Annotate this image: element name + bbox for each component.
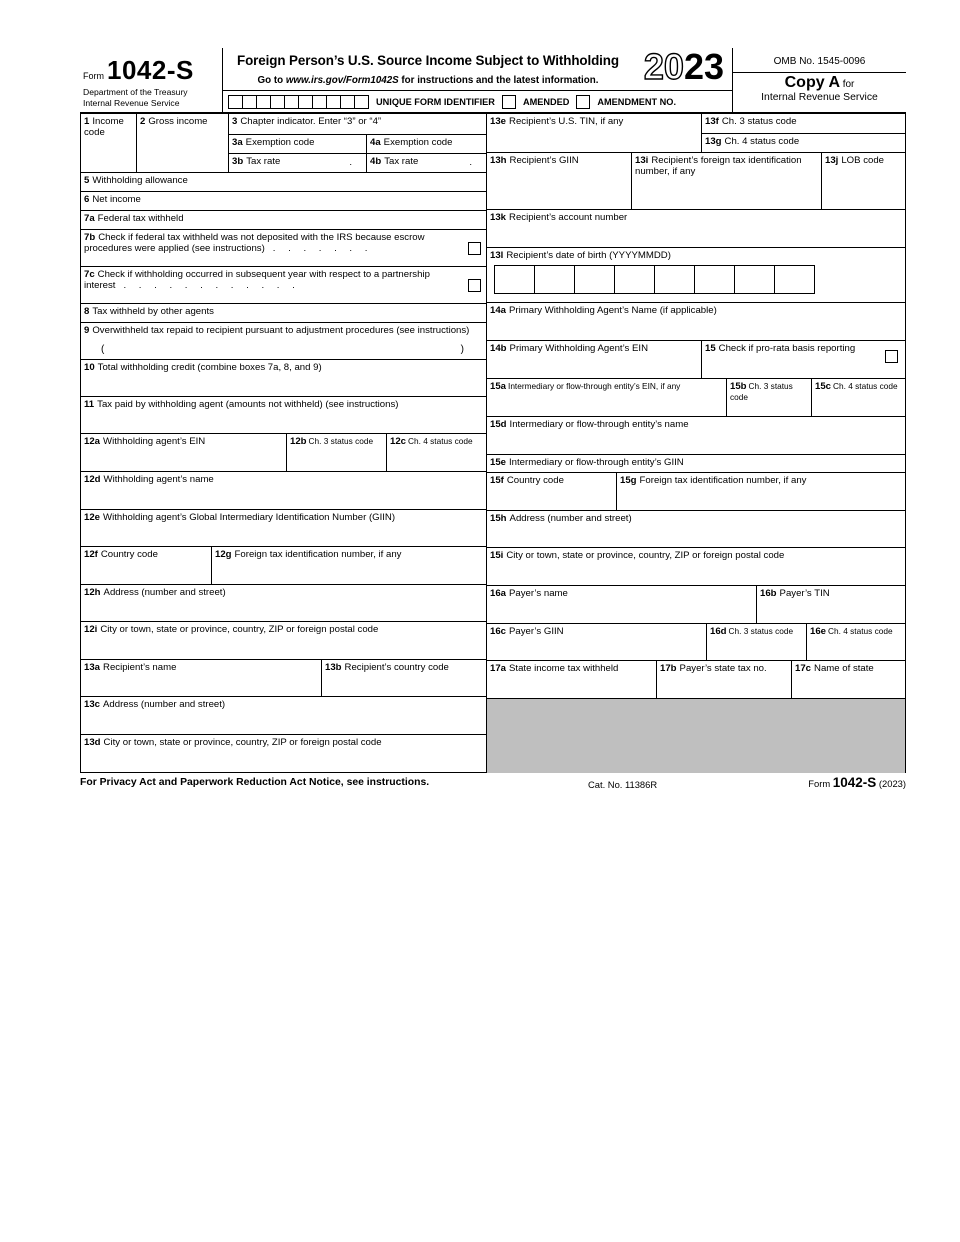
box-number: 14a [490,305,507,316]
box-number: 3b [232,156,244,167]
box-12g-foreign-tax-id [211,546,486,584]
box-label: Tax rate [384,156,419,167]
box-3b-tax-rate [228,153,366,172]
box-14b-primary-agent-ein [486,340,701,378]
box-number: 17b [660,663,677,674]
box-label: Name of state [814,663,874,674]
shaded-unused-area [486,698,905,773]
identifier-digit-box[interactable] [298,95,313,109]
box-13l-date-of-birth [486,247,905,302]
box-12h-address [81,584,486,621]
box-label: Intermediary or flow-through entity’s name [509,419,689,430]
dob-digit-box[interactable] [694,265,735,294]
box-16b-payer-tin [756,585,905,623]
box-number: 13i [635,155,649,166]
box-13d-recipient-city-state-zip [81,734,486,773]
checkbox-7c-partnership-interest[interactable] [468,279,481,292]
box-number: 15f [490,475,504,486]
box-label: Recipient’s date of birth (YYYYMMDD) [506,250,671,261]
box-number: 16e [810,626,827,637]
box-label: Withholding allowance [92,175,188,186]
box-number: 13a [84,662,101,673]
box-label: Address (number and street) [103,587,226,598]
box-label: Address (number and street) [509,513,632,524]
box-12c-ch4-status-code [386,433,486,471]
box-label: Check if pro-rata basis reporting [718,343,856,354]
department-line-1: Department of the Treasury [83,87,188,97]
box-15e-intermediary-giin [486,454,905,472]
box-label: Ch. 4 status code [724,136,800,147]
box-label: Ch. 3 status code [728,626,794,636]
year-solid-digits: 23 [683,46,724,87]
date-of-birth-boxes [494,265,902,294]
unique-form-identifier-label: UNIQUE FORM IDENTIFIER [376,96,495,107]
identifier-digit-box[interactable] [270,95,285,109]
box-number: 17a [490,663,507,674]
box-label: Foreign tax identification number, if any [234,549,402,560]
box-label: Gross income [148,116,208,127]
identifier-digit-box[interactable] [256,95,271,109]
box-15g-foreign-tax-id [616,472,905,510]
box-number: 12b [290,436,307,447]
identifier-digit-box[interactable] [228,95,243,109]
box-label: Country code [100,549,158,560]
box-12e-withholding-agent-giin [81,509,486,546]
close-paren: ) [460,344,464,356]
form-identity-block [80,48,222,112]
box-number: 12d [84,474,101,485]
box-number: 12e [84,512,101,523]
box-7b-escrow-procedures [81,229,486,266]
box-label: Exemption code [383,137,453,148]
box-label: Withholding agent’s EIN [103,436,206,447]
box-12b-ch3-status-code [286,433,386,471]
box-label: Payer’s TIN [779,588,830,599]
box-12i-city-state-zip [81,621,486,659]
footer-form-number: 1042-S [832,775,877,790]
footer-form-id [808,775,906,790]
dot-leader: . . . . . . . . . . . . [123,280,300,292]
box-10-total-withholding-credit [81,359,486,396]
box-15c-ch4-status-code [811,378,905,416]
box-number: 16a [490,588,507,599]
identifier-digit-box[interactable] [326,95,341,109]
checkbox-7b-escrow-applied[interactable] [468,242,481,255]
box-label: Ch. 4 status code [408,436,473,446]
form-footer [80,774,906,792]
box-4a-exemption-code [366,134,486,153]
box-label: Payer’s state tax no. [679,663,767,674]
box-label: Withholding agent’s name [103,474,214,485]
box-16a-payer-name [486,585,756,623]
box-number: 3a [232,137,243,148]
box-label: City or town, state or province, country, ZIP or foreign postal code [100,624,379,635]
box-number: 8 [84,306,90,317]
box-label: Recipient’s foreign tax identification number, if any [635,155,802,178]
identifier-digit-box[interactable] [354,95,369,109]
box-number: 13k [490,212,507,223]
box-label: Overwithheld tax repaid to recipient pursuant to adjustment procedures (see instructions) [92,325,470,336]
box-9-overwithheld-tax-repaid [81,322,486,359]
box-number: 13f [705,116,719,127]
dob-digit-box[interactable] [774,265,815,294]
box-label: Income code [84,116,124,139]
identifier-digit-box[interactable] [340,95,355,109]
box-label: Net income [92,194,141,205]
box-number: 17c [795,663,812,674]
box-3-chapter-indicator [228,114,486,134]
identifier-digit-box[interactable] [242,95,257,109]
box-label: Tax withheld by other agents [92,306,214,317]
box-17b-payer-state-tax-no [656,660,791,698]
box-number: 15e [490,457,507,468]
box-label: Ch. 3 status code [721,116,797,127]
box-label: Tax paid by withholding agent (amounts not withheld) (see instructions) [97,399,399,410]
dot-leader: . . . . . . . [272,243,373,255]
box-number: 12c [390,436,407,447]
catalog-number: Cat. No. 11386R [588,779,658,790]
box-label: State income tax withheld [509,663,619,674]
box-label: Payer’s name [509,588,568,599]
box-12a-withholding-agent-ein [81,433,286,471]
box-number: 5 [84,175,90,186]
box-13i-recipient-foreign-tax-id [631,152,821,209]
box-label: Federal tax withheld [97,213,184,224]
box-label: Tax rate [246,156,281,167]
box-number: 6 [84,194,90,205]
box-label: Country code [506,475,564,486]
form-word: Form [83,71,104,81]
box-number: 7a [84,213,95,224]
box-number: 15d [490,419,507,430]
box-2-gross-income [136,114,228,172]
box-number: 16c [490,626,507,637]
box-number: 16d [710,626,727,637]
decimal-point: . [349,157,352,168]
form-number-block [83,55,194,86]
box-13k-recipient-account-number [486,209,905,247]
box-label: Check if federal tax withheld was not deposited with the IRS because escrow procedures were applied (see instructions) [84,232,425,255]
form-header [80,48,906,112]
privacy-act-notice: For Privacy Act and Paperwork Reduction Act Notice, see instructions. [80,777,430,788]
box-label: Recipient’s account number [509,212,628,223]
box-4b-tax-rate [366,153,486,172]
box-number: 12a [84,436,101,447]
box-label: LOB code [841,155,885,166]
copy-recipient: Internal Revenue Service [761,92,878,103]
box-number: 13h [490,155,507,166]
box-15a-intermediary-ein [486,378,726,416]
box-number: 13e [490,116,507,127]
decimal-point: . [469,157,472,168]
box-label: Recipient’s GIIN [509,155,579,166]
box-label: Recipient’s country code [344,662,449,673]
form-instructions-url: www.irs.gov/Form1042S [285,75,399,86]
box-label: Foreign tax identification number, if any [639,475,807,486]
box-number: 2 [140,116,146,127]
amendment-no-label: AMENDMENT NO. [597,96,676,107]
form-number: 1042-S [107,55,194,85]
dob-digit-box[interactable] [534,265,575,294]
box-3a-exemption-code [228,134,366,153]
dob-digit-box[interactable] [614,265,655,294]
copy-name: Copy A [784,74,841,91]
box-13h-recipient-giin [486,152,631,209]
dob-digit-box[interactable] [494,265,535,294]
box-7a-federal-tax-withheld [81,210,486,229]
box-number: 15b [730,381,747,392]
omb-copy-block [733,48,906,112]
box-label: Recipient’s U.S. TIN, if any [509,116,624,127]
box-17c-name-of-state [791,660,905,698]
box-7c-subsequent-year [81,266,486,303]
box-13b-recipient-country-code [321,659,486,696]
dob-digit-box[interactable] [734,265,775,294]
box-label: Ch. 4 status code [833,381,898,391]
box-label: Intermediary or flow-through entity’s GIIN [509,457,684,468]
box-number: 13b [325,662,342,673]
box-17a-state-income-tax-withheld [486,660,656,698]
department-line-2: Internal Revenue Service [83,98,180,109]
checkbox-15-pro-rata-basis[interactable] [885,350,898,363]
box-number: 13l [490,250,504,261]
box-number: 14b [490,343,507,354]
box-number: 10 [84,362,95,373]
box-16e-ch4-status-code [806,623,905,660]
box-number: 12h [84,587,101,598]
box-15i-city-state-zip [486,547,905,585]
box-number: 9 [84,325,90,336]
box-13g-ch4-status-code [701,133,905,152]
omb-number: OMB No. 1545-0096 [773,56,866,67]
box-label: Exemption code [245,137,315,148]
box-number: 7b [84,232,96,243]
copy-designation [733,72,906,104]
department-lines [83,87,188,109]
box-13c-recipient-address [81,696,486,734]
box-13j-lob-code [821,152,905,209]
goto-post: for instructions and the latest information. [398,75,599,86]
identifier-digit-box[interactable] [312,95,327,109]
form-grid [80,112,906,773]
box-label: Chapter indicator. Enter “3” or “4” [240,116,382,127]
dob-digit-box[interactable] [574,265,615,294]
box-label: Intermediary or flow-through entity’s EIN, if any [508,381,681,391]
box-label-row [490,250,902,261]
box-number: 12g [215,549,232,560]
box-11-tax-paid-by-agent [81,396,486,433]
box-number: 15i [490,550,504,561]
box-8-tax-withheld-other-agents [81,303,486,322]
box-number: 13c [84,699,101,710]
box-label: Withholding agent’s Global Intermediary Identification Number (GIIN) [103,512,396,523]
year-outline-digits: 20 [643,46,684,87]
box-16d-ch3-status-code [706,623,806,660]
box-label: City or town, state or province, country, ZIP or foreign postal code [103,737,382,748]
box-6-net-income [81,191,486,210]
instructions-line [227,75,629,86]
box-15b-ch3-status-code [726,378,811,416]
footer-form-year: (2023) [878,778,906,789]
box-15h-address [486,510,905,547]
identifier-row [223,90,732,112]
box-label: Recipient’s name [103,662,177,673]
box-number: 7c [84,269,95,280]
box-13f-ch3-status-code [701,114,905,133]
box-number: 13j [825,155,839,166]
box-number: 15g [620,475,637,486]
amendment-no-box[interactable] [576,95,590,109]
goto-pre: Go to [257,75,286,86]
box-number: 12f [84,549,98,560]
box-15d-intermediary-name [486,416,905,454]
box-number: 15a [490,381,507,392]
box-number: 4b [370,156,382,167]
box-number: 15 [705,343,716,354]
box-13e-recipient-us-tin [486,114,701,152]
box-16c-payer-giin [486,623,706,660]
box-12f-country-code [81,546,211,584]
box-15f-country-code [486,472,616,510]
box-1-income-code [81,114,136,172]
form-title: Foreign Person’s U.S. Source Income Subject to Withholding [237,53,619,68]
footer-form-word: Form [808,778,831,789]
box-number: 11 [84,399,95,410]
amended-checkbox[interactable] [502,95,516,109]
amended-label: AMENDED [522,96,570,107]
box-13a-recipient-name [81,659,321,696]
form-title-block [222,48,733,112]
box-number: 13d [84,737,101,748]
box-number: 15c [815,381,832,392]
box-label: Primary Withholding Agent’s EIN [509,343,649,354]
box-number: 4a [370,137,381,148]
unique-form-identifier-boxes [228,95,369,109]
amount-parentheses [101,344,464,356]
box-number: 15h [490,513,507,524]
box-label: Ch. 4 status code [828,626,893,636]
box-number: 1 [84,116,90,127]
box-label: Check if withholding occurred in subsequent year with respect to a partnership interest [84,269,430,292]
box-label: Ch. 3 status code [730,381,793,403]
box-label: Payer’s GIIN [509,626,564,637]
dob-digit-box[interactable] [654,265,695,294]
tax-year [643,46,724,87]
box-label: Total withholding credit (combine boxes 7a, 8, and 9) [97,362,322,373]
box-14a-primary-agent-name [486,302,905,340]
box-number: 3 [232,116,238,127]
box-5-withholding-allowance [81,172,486,191]
box-label: Address (number and street) [103,699,226,710]
box-label: Ch. 3 status code [308,436,374,446]
box-label: City or town, state or province, country, ZIP or foreign postal code [506,550,785,561]
box-12d-withholding-agent-name [81,471,486,509]
box-15-pro-rata [701,340,905,378]
open-paren: ( [101,344,105,356]
identifier-digit-box[interactable] [284,95,299,109]
box-number: 16b [760,588,777,599]
box-number: 13g [705,136,722,147]
copy-for: for [842,79,855,90]
box-label: Primary Withholding Agent’s Name (if applicable) [509,305,717,316]
box-number: 12i [84,624,98,635]
